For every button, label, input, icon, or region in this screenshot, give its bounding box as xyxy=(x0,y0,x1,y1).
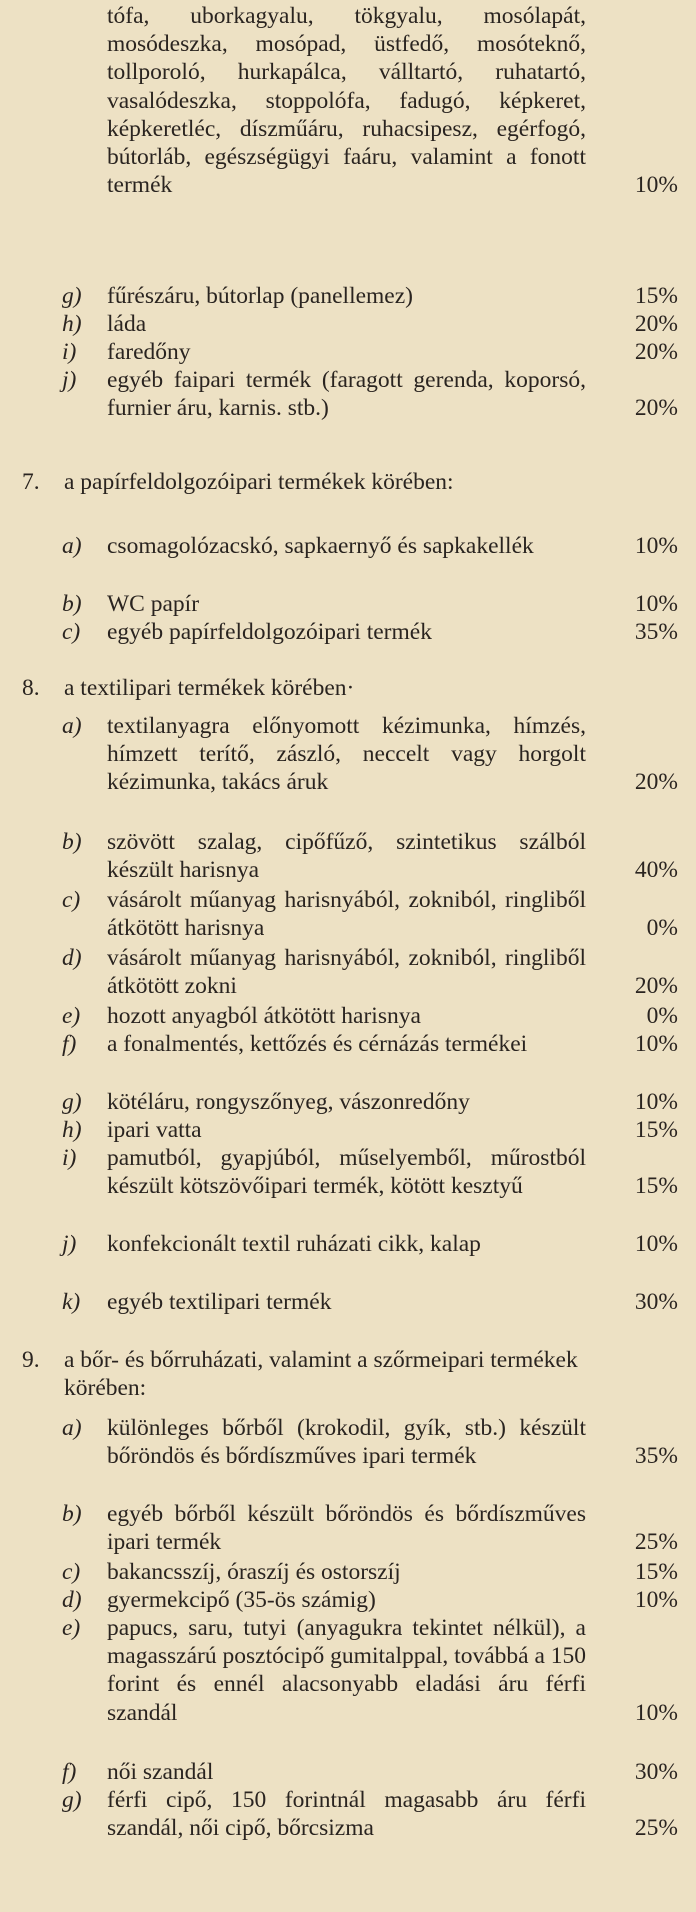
item-text: hozott anyagból átkötött harisnya xyxy=(107,1003,421,1029)
section-title: a textilipari termékek körében· xyxy=(64,675,355,701)
section-number: 7. xyxy=(22,469,40,495)
item-percentage: 10% xyxy=(634,591,678,617)
list-item xyxy=(0,1758,696,1786)
list-item xyxy=(0,1288,696,1316)
item-letter: d) xyxy=(62,1587,82,1613)
list-item xyxy=(0,532,696,560)
item-percentage: 10% xyxy=(634,1231,678,1257)
list-item xyxy=(0,944,696,1000)
list-item xyxy=(0,1500,696,1556)
item-percentage: 35% xyxy=(634,1443,678,1470)
item-text: pamutból, gyapjúból, műselyemből, műrostból készült kötszövőipari termék, kötött kesztyű xyxy=(107,1145,586,1200)
item-letter: b) xyxy=(62,1501,82,1527)
item-percentage: 10% xyxy=(634,1699,678,1726)
item-text: bakancsszíj, óraszíj és ostorszíj xyxy=(107,1559,401,1585)
section-heading xyxy=(0,674,696,702)
list-item xyxy=(0,1230,696,1258)
item-percentage: 30% xyxy=(634,1289,678,1315)
item-text: egyéb papírfeldolgozóipari termék xyxy=(107,619,432,645)
item-percentage: 20% xyxy=(634,311,678,337)
item-text: női szandál xyxy=(107,1759,214,1785)
item-letter: h) xyxy=(62,311,82,337)
item-letter: a) xyxy=(62,1415,82,1441)
item-text: konfekcionált textil ruházati cikk, kalap xyxy=(107,1231,481,1257)
list-item xyxy=(0,1116,696,1144)
list-item xyxy=(0,1786,696,1842)
list-item xyxy=(0,1614,696,1727)
item-letter: a) xyxy=(62,533,82,559)
item-text: egyéb textilipari termék xyxy=(107,1289,332,1315)
item-text: faredőny xyxy=(107,339,191,365)
section-number: 9. xyxy=(22,1347,40,1373)
item-percentage: 40% xyxy=(634,857,678,884)
item-text: csomagolózacskó, sapkaernyő és sapkakellék xyxy=(107,533,534,559)
section-heading xyxy=(0,1346,696,1402)
item-percentage: 0% xyxy=(646,915,678,942)
item-text: láda xyxy=(107,311,147,337)
item-letter: i) xyxy=(62,339,77,365)
list-item xyxy=(0,618,696,646)
item-letter: c) xyxy=(62,1559,81,1585)
item-letter: g) xyxy=(62,283,82,309)
item-letter: b) xyxy=(62,591,82,617)
list-item xyxy=(0,1414,696,1470)
item-letter: e) xyxy=(62,1003,81,1029)
item-percentage: 20% xyxy=(634,769,678,796)
item-letter: c) xyxy=(62,887,81,913)
list-item xyxy=(0,1558,696,1586)
item-letter: a) xyxy=(62,713,82,739)
item-letter: j) xyxy=(62,1231,77,1257)
item-percentage: 20% xyxy=(634,395,678,422)
item-text: egyéb faipari termék (faragott gerenda, koporsó, furnier áru, karnis. stb.) xyxy=(107,367,586,422)
item-percentage: 20% xyxy=(634,973,678,1000)
item-text: szövött szalag, cipőfűző, szintetikus szálból készült harisnya xyxy=(107,829,586,884)
item-letter: f) xyxy=(62,1759,77,1785)
item-percentage: 0% xyxy=(646,1003,678,1029)
item-text: ipari vatta xyxy=(107,1117,202,1143)
item-letter: f) xyxy=(62,1031,77,1057)
item-text: gyermekcipő (35-ös számig) xyxy=(107,1587,376,1613)
item-letter: g) xyxy=(62,1787,82,1813)
item-percentage: 10% xyxy=(634,1031,678,1057)
section-title: a papírfeldolgozóipari termékek körében: xyxy=(64,469,454,495)
list-item xyxy=(0,282,696,310)
item-percentage: 35% xyxy=(634,619,678,645)
list-item xyxy=(0,366,696,422)
list-item xyxy=(0,1030,696,1058)
item-percentage: 25% xyxy=(634,1815,678,1842)
item-letter: d) xyxy=(62,945,82,971)
list-item xyxy=(0,1088,696,1116)
item-text: kötéláru, rongyszőnyeg, vászonredőny xyxy=(107,1089,470,1115)
item-letter: k) xyxy=(62,1289,81,1315)
section-title: a bőr- és bőrruházati, valamint a szőrmeipari termékek körében: xyxy=(64,1347,578,1402)
item-text: fűrészáru, bútorlap (panellemez) xyxy=(107,283,413,309)
item-letter: j) xyxy=(62,367,77,393)
item-text: különleges bőrből (krokodil, gyík, stb.) készült bőröndös és bőrdíszműves ipari termék xyxy=(107,1415,586,1470)
item-percentage: 15% xyxy=(634,1117,678,1143)
item-letter: b) xyxy=(62,829,82,855)
item-letter: c) xyxy=(62,619,81,645)
section-heading xyxy=(0,468,696,496)
list-item xyxy=(0,1002,696,1030)
item-letter: i) xyxy=(62,1145,77,1171)
item-percentage: 15% xyxy=(634,283,678,309)
list-item xyxy=(0,338,696,366)
item-text: WC papír xyxy=(107,591,200,617)
list-item-continuation xyxy=(0,2,696,199)
item-text: papucs, saru, tutyi (anyagukra tekintet nélkül), a magasszárú posztócipő gumitalppal, továbbá a 150 forint és ennél alacsonyabb eladási áru férfi szandál xyxy=(107,1615,587,1726)
item-percentage: 10% xyxy=(634,172,678,199)
item-text: a fonalmentés, kettőzés és cérnázás termékei xyxy=(107,1031,528,1057)
list-item xyxy=(0,828,696,884)
item-percentage: 10% xyxy=(634,533,678,559)
list-item xyxy=(0,712,696,797)
list-item xyxy=(0,310,696,338)
item-percentage: 15% xyxy=(634,1559,678,1585)
item-percentage: 25% xyxy=(634,1529,678,1556)
item-letter: g) xyxy=(62,1089,82,1115)
item-percentage: 10% xyxy=(634,1089,678,1115)
list-item xyxy=(0,590,696,618)
item-percentage: 30% xyxy=(634,1759,678,1785)
item-text: tófa, uborkagyalu, tökgyalu, mosólapát, mosódeszka, mosópad, üstfedő, mosóteknő, tollporoló, hurkapálca, válltartó, ruhatartó, vasalódeszka, stoppolófa, fadugó, képkeret, képkeretléc, díszműáru, ruhacsipesz, egérfogó, bútorláb, egészségügyi faáru, valamint a fonott termék xyxy=(107,3,586,199)
item-text: vásárolt műanyag harisnyából, zokniból, ringliből átkötött harisnya xyxy=(107,887,586,942)
item-text: vásárolt műanyag harisnyából, zokniból, ringliből átkötött zokni xyxy=(107,945,586,1000)
item-letter: h) xyxy=(62,1117,82,1143)
list-item xyxy=(0,1144,696,1200)
item-letter: e) xyxy=(62,1615,81,1641)
list-item xyxy=(0,886,696,942)
item-percentage: 10% xyxy=(634,1587,678,1613)
item-text: egyéb bőrből készült bőröndös és bőrdíszműves ipari termék xyxy=(107,1501,586,1556)
item-percentage: 15% xyxy=(634,1173,678,1200)
list-item xyxy=(0,1586,696,1614)
item-text: férfi cipő, 150 forintnál magasabb áru férfi szandál, női cipő, bőrcsizma xyxy=(107,1787,586,1842)
section-number: 8. xyxy=(22,675,40,701)
item-text: textilanyagra előnyomott kézimunka, hímzés, hímzett terítő, zászló, neccelt vagy horgolt kézimunka, takács áruk xyxy=(107,713,586,796)
item-percentage: 20% xyxy=(634,339,678,365)
